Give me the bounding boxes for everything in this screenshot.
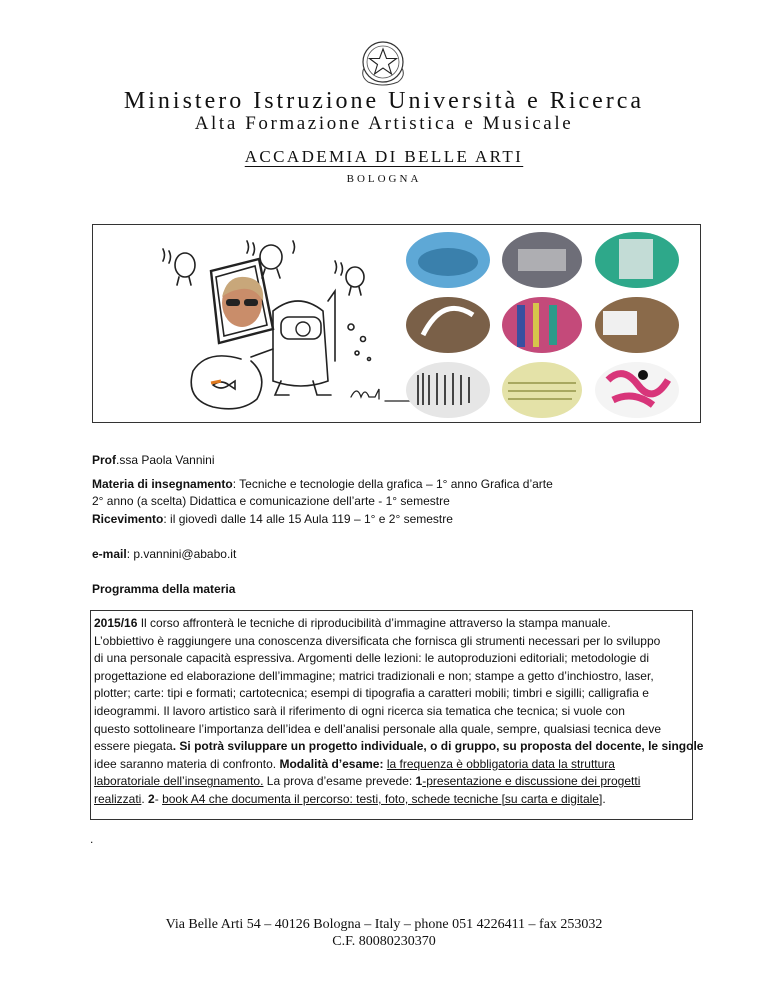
footer-address: Via Belle Arti 54 – 40126 Bologna – Italy – phone 051 4226411 – fax 253032 (165, 917, 603, 932)
academy-title: ACCADEMIA DI BELLE ARTI (244, 147, 524, 166)
collage-oval (502, 297, 582, 353)
collage-oval (595, 362, 679, 418)
works-collage (393, 225, 701, 423)
cartoon-illustration (123, 231, 423, 417)
program-box (90, 610, 704, 820)
ministry-title: Ministero Istruzione Università e Ricerca (123, 88, 645, 114)
reception-line: Ricevimento: il giovedì dalle 14 alle 15 Aula 119 – 1° e 2° semestre (92, 512, 453, 526)
program-text: 2015/16 Il corso affronterà le tecniche di riproducibilità d’immagine attraverso la stampa manuale. L’obbiettivo è raggiungere una conoscenza diversificata che fornisca gli strumenti necessari per lo sviluppo di una personale capacità espressiva. Argomenti delle lezioni: le autoproduzioni editoriali; metodologie di progettazione ed elaborazione dell’immagine; matrici tradizionali e non; stampe a getto d’inchiostro, laser, plotter; carte: tipi e formati; cartotecnica; esempi di tipografia a caratteri mobili; timbri e sigilli; calligrafia e ideogrammi. Il lavoro artistico sarà il riferimento di ogni ricerca sia tematica che tecnica; si vuole con questo sottolineare l’importanza dell’idea e dell’analisi personale alla quale, sempre, qualsiasi tecnica deve essere piegata. Si potrà sviluppare un progetto individuale, o di gruppo, su proposta del docente, le singole idee saranno materia di confronto. Modalità d’esame: la frequenza è obbligatoria data la struttura laboratoriale dell’insegnamento. La prova d’esame prevede: 1-presentazione e discussione dei progetti realizzati. 2- book A4 che documenta il percorso: testi, foto, schede tecniche [su carta e digitale]. (94, 616, 704, 806)
illustration-box (92, 224, 701, 423)
program-title: Programma della materia (92, 582, 236, 596)
footer-cf: C.F. 80080230370 (332, 934, 436, 949)
collage-oval (406, 297, 490, 353)
city-title: BOLOGNA (346, 173, 422, 185)
division-title: Alta Formazione Artistica e Musicale (194, 113, 574, 134)
email-line: e-mail: p.vannini@ababo.it (92, 547, 237, 561)
professor-line: Prof.ssa Paola Vannini (92, 453, 215, 467)
trailing-dot: . (90, 832, 94, 846)
republic-emblem-icon (358, 38, 408, 86)
subject-block: Materia di insegnamento: Tecniche e tecnologie della grafica – 1° anno Grafica d’arte 2° anno (a scelta) Didattica e comunicazione dell’arte - 1° semestre (92, 477, 553, 508)
